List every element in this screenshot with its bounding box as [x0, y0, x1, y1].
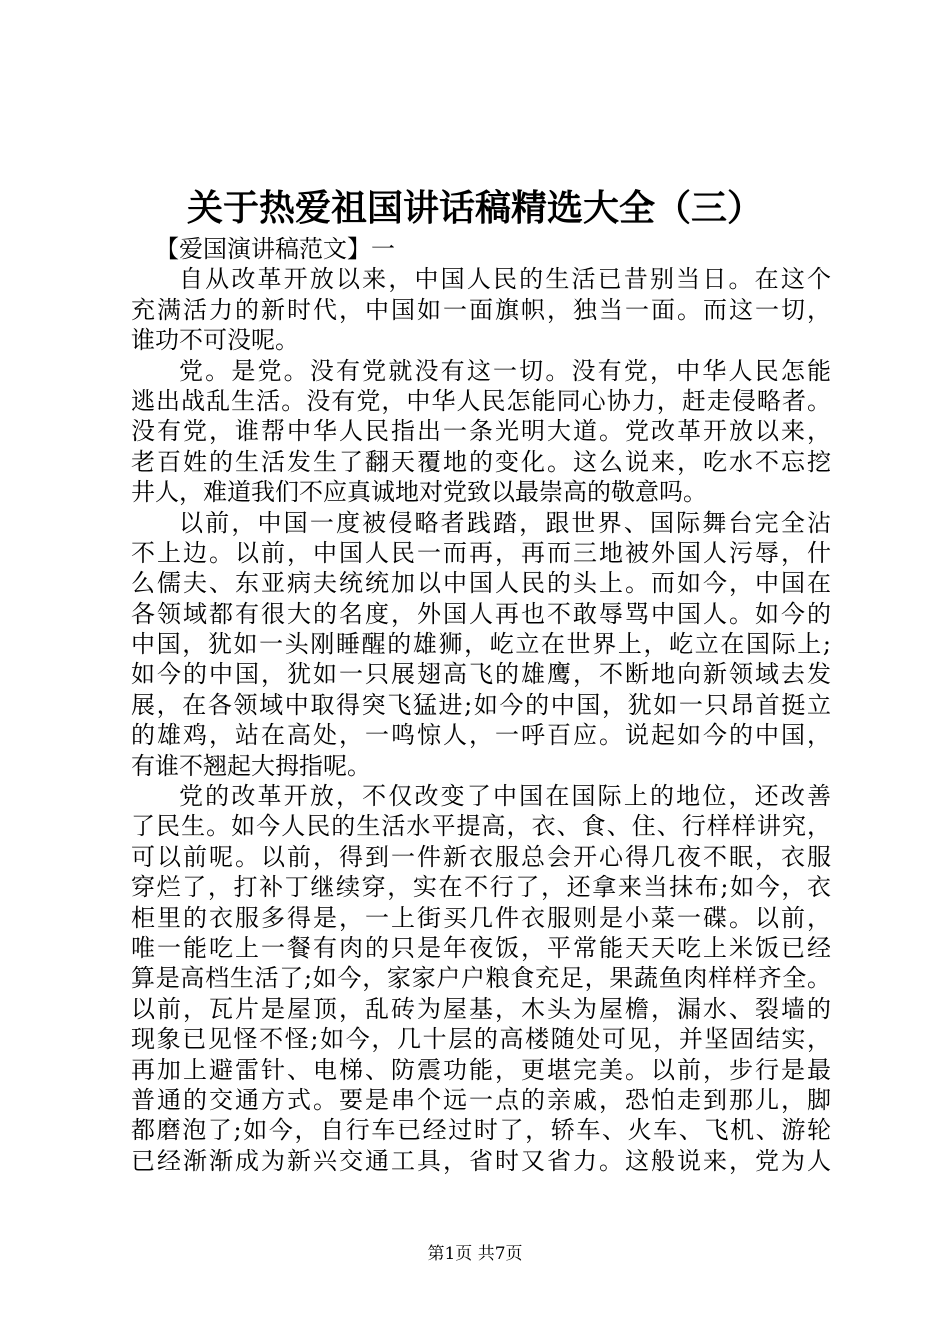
paragraph-4-line-11: 普通的交通方式。要是串个远一点的亲戚，恐怕走到那儿，脚 [131, 1085, 831, 1114]
paragraph-2-line-1: 党。是党。没有党就没有这一切。没有党，中华人民怎能 [179, 356, 831, 385]
paragraph-4-line-1: 党的改革开放，不仅改变了中国在国际上的地位，还改善 [179, 782, 831, 811]
paragraph-2-line-4: 老百姓的生活发生了翻天覆地的变化。这么说来，吃水不忘挖 [131, 447, 831, 476]
paragraph-3-line-1: 以前，中国一度被侵略者践踏，跟世界、国际舞台完全沾 [179, 508, 831, 537]
paragraph-4-line-7: 算是高档生活了;如今，家家户户粮食充足，果蔬鱼肉样样齐全。 [131, 964, 831, 993]
paragraph-3-line-7: 展，在各领域中取得突飞猛进;如今的中国，犹如一只昂首挺立 [131, 690, 831, 719]
paragraph-3-line-3: 么儒夫、东亚病夫统统加以中国人民的头上。而如今，中国在 [131, 569, 831, 598]
document-title: 关于热爱祖国讲话稿精选大全（三） [186, 187, 763, 229]
paragraph-4-line-3: 可以前呢。以前，得到一件新衣服总会开心得几夜不眠，衣服 [131, 842, 831, 871]
paragraph-4-line-2: 了民生。如今人民的生活水平提高，衣、食、住、行样样讲究， [131, 812, 831, 841]
paragraph-4-line-6: 唯一能吃上一餐有肉的只是年夜饭，平常能天天吃上米饭已经 [131, 933, 831, 962]
paragraph-3-line-8: 的雄鸡，站在高处，一鸣惊人，一呼百应。说起如今的中国， [131, 721, 831, 750]
paragraph-3-line-4: 各领域都有很大的名度，外国人再也不敢辱骂中国人。如今的 [131, 599, 831, 628]
document-body [131, 234, 831, 1176]
paragraph-3-line-9: 有谁不翘起大拇指呢。 [131, 751, 371, 780]
paragraph-3-line-5: 中国，犹如一头刚睡醒的雄狮，屹立在世界上，屹立在国际上; [131, 630, 831, 659]
paragraph-4-line-9: 现象已见怪不怪;如今，几十层的高楼随处可见，并坚固结实， [131, 1025, 831, 1054]
paragraph-3-line-6: 如今的中国，犹如一只展翅高飞的雄鹰，不断地向新领域去发 [131, 660, 831, 689]
paragraph-2-line-3: 没有党，谁帮中华人民指出一条光明大道。党改革开放以来， [131, 417, 831, 446]
paragraph-1-line-2: 充满活力的新时代，中国如一面旗帜，独当一面。而这一切， [131, 295, 831, 324]
paragraph-3-line-2: 不上边。以前，中国人民一而再，再而三地被外国人污辱，什 [131, 538, 831, 567]
paragraph-1-line-1: 自从改革开放以来，中国人民的生活已昔别当日。在这个 [179, 265, 831, 294]
page-number-footer: 第1页 共7页 [427, 1244, 523, 1264]
paragraph-4-line-12: 都磨泡了;如今，自行车已经过时了，轿车、火车、飞机、游轮 [131, 1116, 831, 1145]
paragraph-1-line-3: 谁功不可没呢。 [131, 326, 299, 355]
paragraph-2-line-5: 井人，难道我们不应真诚地对党致以最崇高的敬意吗。 [131, 478, 707, 507]
paragraph-2-line-2: 逃出战乱生活。没有党，中华人民怎能同心协力，赶走侵略者。 [131, 386, 831, 415]
section-heading: 【爱国演讲稿范文】一 [155, 235, 395, 263]
paragraph-4-line-5: 柜里的衣服多得是，一上街买几件衣服则是小菜一碟。以前， [131, 903, 831, 932]
paragraph-4-line-13: 已经渐渐成为新兴交通工具，省时又省力。这般说来，党为人 [131, 1146, 831, 1175]
paragraph-4-line-4: 穿烂了，打补丁继续穿，实在不行了，还拿来当抹布;如今，衣 [131, 873, 831, 902]
paragraph-4-line-10: 再加上避雷针、电梯、防震功能，更堪完美。以前，步行是最 [131, 1055, 831, 1084]
paragraph-4-line-8: 以前，瓦片是屋顶，乱砖为屋基，木头为屋檐，漏水、裂墙的 [131, 994, 831, 1023]
